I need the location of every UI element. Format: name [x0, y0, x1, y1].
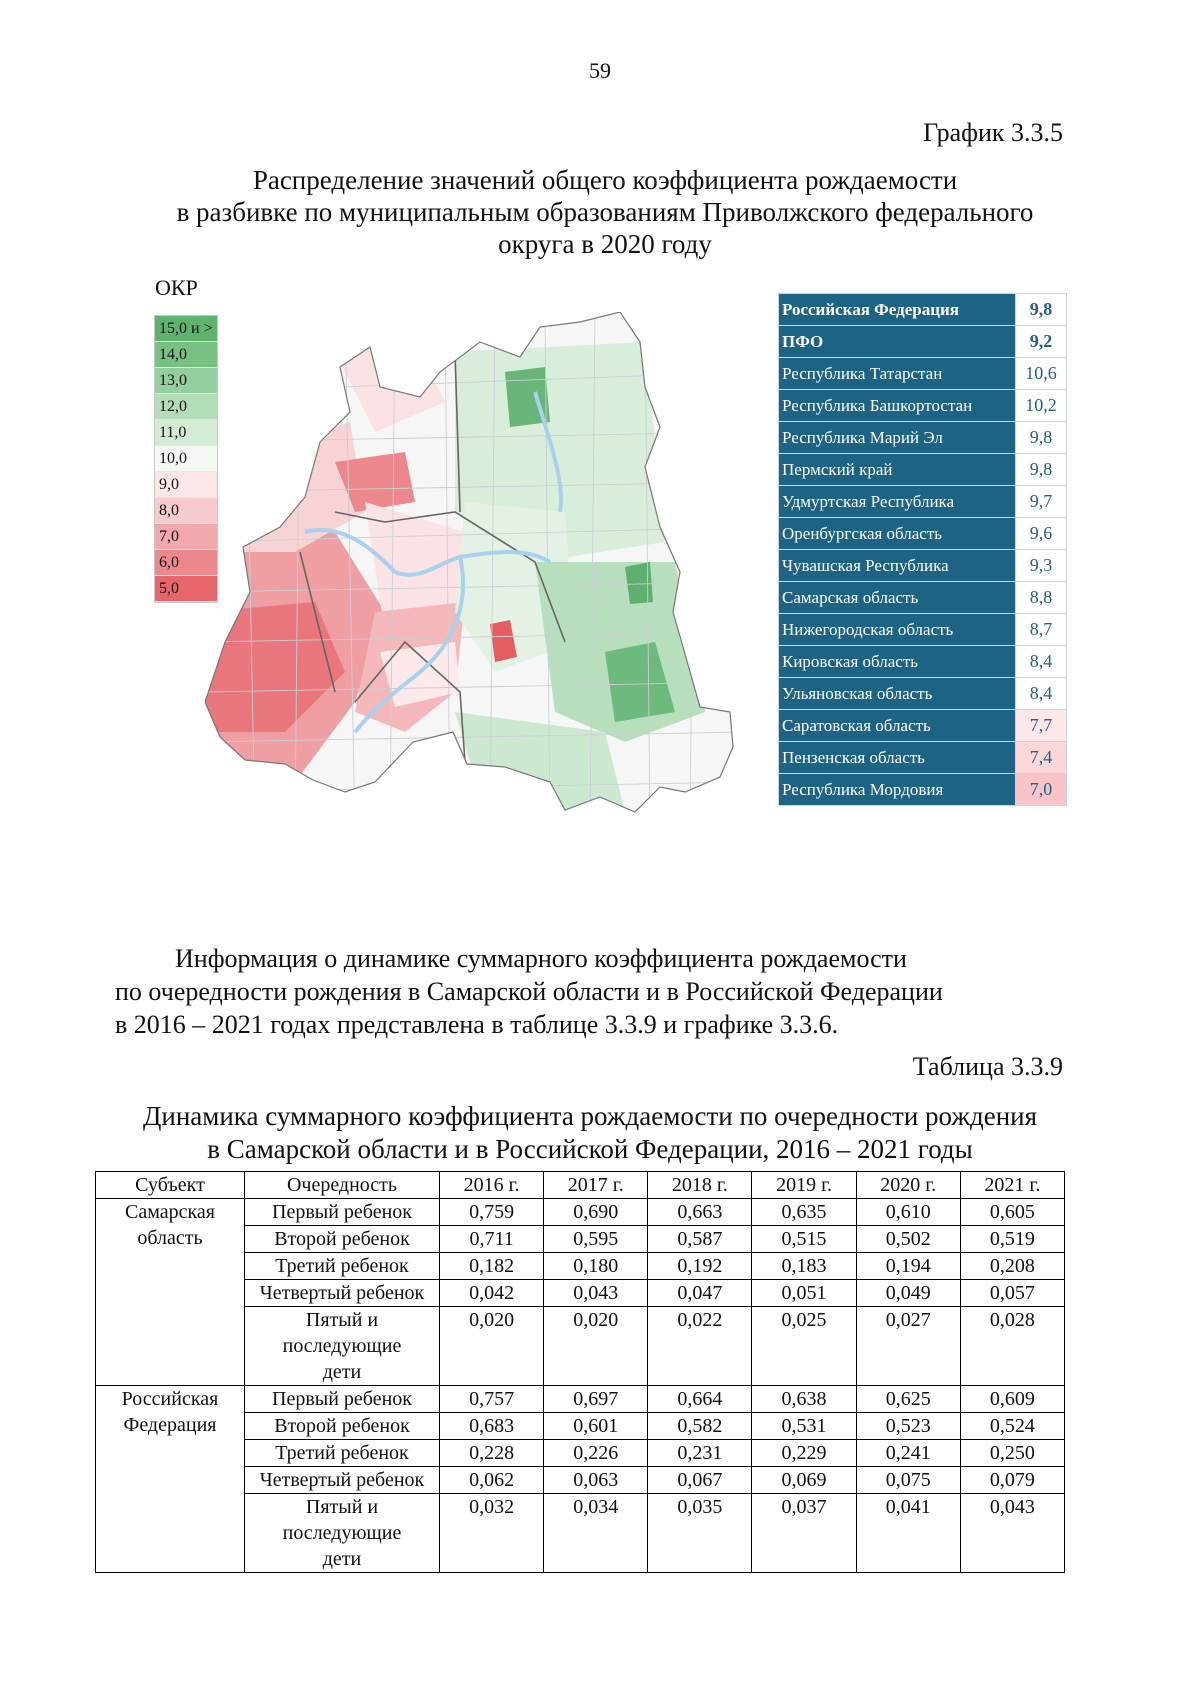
- value-cell: 0,690: [544, 1199, 648, 1226]
- value-cell: 0,515: [752, 1226, 856, 1253]
- header-cell: 2020 г.: [856, 1172, 960, 1199]
- value-cell: 0,250: [960, 1440, 1064, 1467]
- region-value: 9,8: [1016, 294, 1067, 326]
- header-cell: 2021 г.: [960, 1172, 1064, 1199]
- value-cell: 0,043: [544, 1280, 648, 1307]
- region-name: Российская Федерация: [779, 294, 1016, 326]
- paragraph-line: по очередности рождения в Самарской области и в Российской Федерации: [115, 977, 943, 1006]
- ranking-row: [779, 678, 1067, 710]
- legend-item: 15,0 и >: [155, 316, 217, 342]
- figure-label: График 3.3.5: [923, 118, 1063, 147]
- region-name: Республика Мордовия: [779, 774, 1016, 806]
- ranking-row: [779, 614, 1067, 646]
- region-value: 8,8: [1016, 582, 1067, 614]
- value-cell: 0,069: [752, 1467, 856, 1494]
- value-cell: 0,047: [648, 1280, 752, 1307]
- value-cell: 0,020: [544, 1307, 648, 1386]
- value-cell: 0,057: [960, 1280, 1064, 1307]
- ranking-row: [779, 550, 1067, 582]
- legend-item: 5,0: [155, 576, 217, 602]
- ranking-row: [779, 646, 1067, 678]
- value-cell: 0,027: [856, 1307, 960, 1386]
- regions-map: [205, 312, 745, 832]
- table-title-line: в Самарской области и в Российской Федерации, 2016 – 2021 годы: [207, 1134, 973, 1164]
- value-cell: 0,079: [960, 1467, 1064, 1494]
- value-cell: 0,523: [856, 1413, 960, 1440]
- ranking-row: [779, 710, 1067, 742]
- region-name: Пермский край: [779, 454, 1016, 486]
- ranking-row: [779, 294, 1067, 326]
- table-label: Таблица 3.3.9: [912, 1052, 1063, 1081]
- value-cell: 0,519: [960, 1226, 1064, 1253]
- value-cell: 0,183: [752, 1253, 856, 1280]
- value-cell: 0,229: [752, 1440, 856, 1467]
- value-cell: 0,711: [440, 1226, 544, 1253]
- value-cell: 0,034: [544, 1494, 648, 1573]
- value-cell: 0,022: [648, 1307, 752, 1386]
- info-paragraph: [115, 942, 1059, 1041]
- region-value: 9,8: [1016, 454, 1067, 486]
- value-cell: 0,041: [856, 1494, 960, 1573]
- legend-item: 10,0: [155, 446, 217, 472]
- region-value: 10,6: [1016, 358, 1067, 390]
- legend-title: ОКР: [155, 275, 198, 300]
- region-name: Республика Башкортостан: [779, 390, 1016, 422]
- value-cell: 0,063: [544, 1467, 648, 1494]
- order-cell: Второй ребенок: [245, 1413, 440, 1440]
- value-cell: 0,020: [440, 1307, 544, 1386]
- value-cell: 0,228: [440, 1440, 544, 1467]
- legend-item: 7,0: [155, 524, 217, 550]
- value-cell: 0,663: [648, 1199, 752, 1226]
- order-cell: Второй ребенок: [245, 1226, 440, 1253]
- value-cell: 0,208: [960, 1253, 1064, 1280]
- table-title: [110, 1100, 1070, 1166]
- value-cell: 0,757: [440, 1386, 544, 1413]
- region-name: Пензенская область: [779, 742, 1016, 774]
- ranking-row: [779, 774, 1067, 806]
- region-value: 9,3: [1016, 550, 1067, 582]
- subject-cell: Самарская область: [96, 1199, 245, 1386]
- value-cell: 0,502: [856, 1226, 960, 1253]
- region-value: 9,7: [1016, 486, 1067, 518]
- value-cell: 0,035: [648, 1494, 752, 1573]
- region-name: Оренбургская область: [779, 518, 1016, 550]
- legend-item: 12,0: [155, 394, 217, 420]
- ranking-row: [779, 422, 1067, 454]
- value-cell: 0,042: [440, 1280, 544, 1307]
- value-cell: 0,635: [752, 1199, 856, 1226]
- header-cell: 2018 г.: [648, 1172, 752, 1199]
- ranking-row: [779, 390, 1067, 422]
- region-value: 8,4: [1016, 678, 1067, 710]
- value-cell: 0,595: [544, 1226, 648, 1253]
- ranking-table: [778, 293, 1067, 806]
- region-name: Республика Марий Эл: [779, 422, 1016, 454]
- header-cell: 2017 г.: [544, 1172, 648, 1199]
- subject-cell: Российская Федерация: [96, 1386, 245, 1573]
- ranking-row: [779, 518, 1067, 550]
- value-cell: 0,531: [752, 1413, 856, 1440]
- value-cell: 0,601: [544, 1413, 648, 1440]
- page-number: 59: [589, 58, 611, 83]
- order-cell: Третий ребенок: [245, 1440, 440, 1467]
- value-cell: 0,231: [648, 1440, 752, 1467]
- ranking-row: [779, 326, 1067, 358]
- ranking-row: [779, 454, 1067, 486]
- figure-title: [120, 164, 1090, 260]
- order-cell: Четвертый ребенок: [245, 1280, 440, 1307]
- figure-title-line: округа в 2020 году: [498, 229, 712, 259]
- value-cell: 0,582: [648, 1413, 752, 1440]
- value-cell: 0,759: [440, 1199, 544, 1226]
- table-header-row: [96, 1172, 1065, 1199]
- value-cell: 0,609: [960, 1386, 1064, 1413]
- value-cell: 0,241: [856, 1440, 960, 1467]
- order-cell: Третий ребенок: [245, 1253, 440, 1280]
- header-cell: Субъект: [96, 1172, 245, 1199]
- legend-item: 13,0: [155, 368, 217, 394]
- region-value: 7,4: [1016, 742, 1067, 774]
- value-cell: 0,067: [648, 1467, 752, 1494]
- table-row: [96, 1386, 1065, 1413]
- region-name: Саратовская область: [779, 710, 1016, 742]
- paragraph-line: в 2016 – 2021 годах представлена в таблице 3.3.9 и графике 3.3.6.: [115, 1010, 839, 1039]
- region-value: 8,4: [1016, 646, 1067, 678]
- order-cell: Пятый и последующие дети: [245, 1307, 440, 1386]
- birth-order-table: [95, 1171, 1065, 1573]
- region-name: Ульяновская область: [779, 678, 1016, 710]
- value-cell: 0,180: [544, 1253, 648, 1280]
- header-cell: Очередность: [245, 1172, 440, 1199]
- header-cell: 2019 г.: [752, 1172, 856, 1199]
- ranking-row: [779, 582, 1067, 614]
- value-cell: 0,182: [440, 1253, 544, 1280]
- region-name: Нижегородская область: [779, 614, 1016, 646]
- value-cell: 0,524: [960, 1413, 1064, 1440]
- order-cell: Первый ребенок: [245, 1386, 440, 1413]
- value-cell: 0,025: [752, 1307, 856, 1386]
- value-cell: 0,664: [648, 1386, 752, 1413]
- value-cell: 0,625: [856, 1386, 960, 1413]
- value-cell: 0,683: [440, 1413, 544, 1440]
- region-name: Самарская область: [779, 582, 1016, 614]
- legend-item: 11,0: [155, 420, 217, 446]
- legend-item: 14,0: [155, 342, 217, 368]
- map-fill: [205, 312, 745, 832]
- value-cell: 0,610: [856, 1199, 960, 1226]
- value-cell: 0,028: [960, 1307, 1064, 1386]
- header-cell: 2016 г.: [440, 1172, 544, 1199]
- table-row: [96, 1199, 1065, 1226]
- legend-item: 8,0: [155, 498, 217, 524]
- region-name: Республика Татарстан: [779, 358, 1016, 390]
- region-value: 7,0: [1016, 774, 1067, 806]
- table-title-line: Динамика суммарного коэффициента рождаемости по очередности рождения: [142, 1101, 1038, 1131]
- value-cell: 0,051: [752, 1280, 856, 1307]
- paragraph-line: Информация о динамике суммарного коэффициента рождаемости: [175, 944, 907, 973]
- value-cell: 0,075: [856, 1467, 960, 1494]
- ranking-row: [779, 358, 1067, 390]
- value-cell: 0,049: [856, 1280, 960, 1307]
- ranking-row: [779, 742, 1067, 774]
- value-cell: 0,226: [544, 1440, 648, 1467]
- value-cell: 0,587: [648, 1226, 752, 1253]
- region-value: 8,7: [1016, 614, 1067, 646]
- order-cell: Первый ребенок: [245, 1199, 440, 1226]
- figure-title-line: Распределение значений общего коэффициента рождаемости: [252, 165, 958, 195]
- legend-item: 9,0: [155, 472, 217, 498]
- region-value: 10,2: [1016, 390, 1067, 422]
- value-cell: 0,194: [856, 1253, 960, 1280]
- region-name: Кировская область: [779, 646, 1016, 678]
- region-name: Удмуртская Республика: [779, 486, 1016, 518]
- value-cell: 0,697: [544, 1386, 648, 1413]
- region-value: 7,7: [1016, 710, 1067, 742]
- figure-title-line: в разбивке по муниципальным образованиям Приволжского федерального: [176, 197, 1034, 227]
- region-value: 9,8: [1016, 422, 1067, 454]
- order-cell: Пятый и последующие дети: [245, 1494, 440, 1573]
- region-name: ПФО: [779, 326, 1016, 358]
- value-cell: 0,037: [752, 1494, 856, 1573]
- region-value: 9,2: [1016, 326, 1067, 358]
- value-cell: 0,605: [960, 1199, 1064, 1226]
- region-name: Чувашская Республика: [779, 550, 1016, 582]
- legend-item: 6,0: [155, 550, 217, 576]
- value-cell: 0,043: [960, 1494, 1064, 1573]
- region-value: 9,6: [1016, 518, 1067, 550]
- value-cell: 0,062: [440, 1467, 544, 1494]
- value-cell: 0,638: [752, 1386, 856, 1413]
- ranking-row: [779, 486, 1067, 518]
- value-cell: 0,192: [648, 1253, 752, 1280]
- order-cell: Четвертый ребенок: [245, 1467, 440, 1494]
- value-cell: 0,032: [440, 1494, 544, 1573]
